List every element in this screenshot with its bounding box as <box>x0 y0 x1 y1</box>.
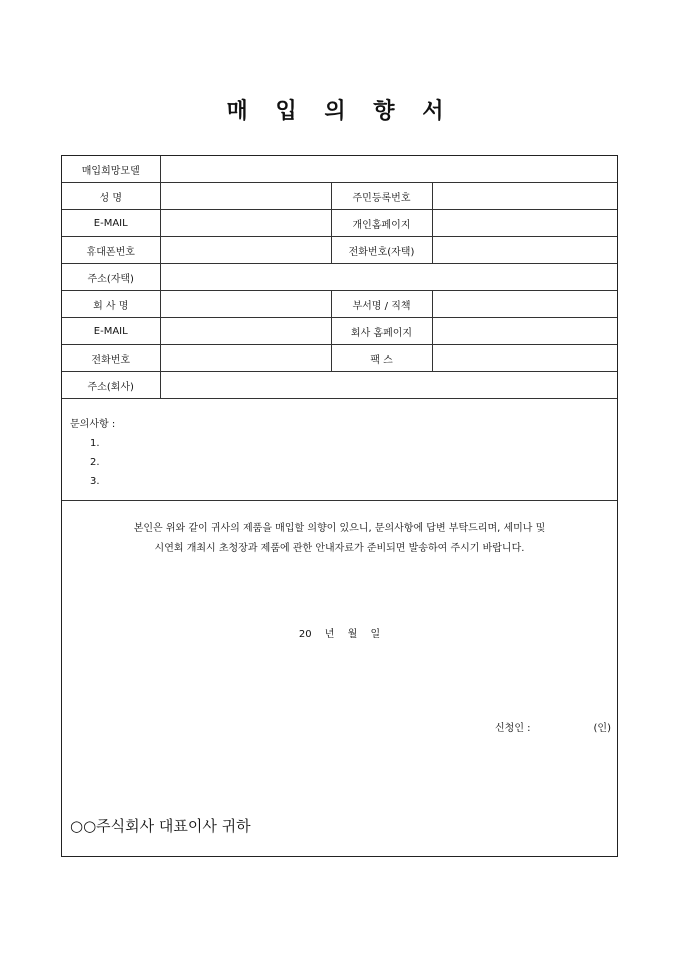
table-row <box>62 345 617 372</box>
table-row <box>62 264 617 291</box>
company-email-input[interactable] <box>160 318 331 345</box>
field-label: 회 사 명 <box>62 291 160 318</box>
table-row <box>62 318 617 345</box>
table-row <box>62 291 617 318</box>
desired-model-input[interactable] <box>160 156 617 183</box>
personal-homepage-input[interactable] <box>432 210 617 237</box>
email-input[interactable] <box>160 210 331 237</box>
field-label: 주민등록번호 <box>331 183 432 210</box>
company-homepage-input[interactable] <box>432 318 617 345</box>
inquiry-item-2: 2. <box>90 457 100 468</box>
table-row <box>62 372 617 399</box>
applicant-info-table <box>62 156 617 399</box>
field-label: E-MAIL <box>62 210 160 237</box>
field-label: 부서명 / 직책 <box>331 291 432 318</box>
field-label: 전화번호(자택) <box>331 237 432 264</box>
fax-input[interactable] <box>432 345 617 372</box>
name-input[interactable] <box>160 183 331 210</box>
field-label: 팩 스 <box>331 345 432 372</box>
declaration-section <box>62 501 617 851</box>
field-label: 주소(회사) <box>62 372 160 399</box>
field-label: 성 명 <box>62 183 160 210</box>
table-row <box>62 183 617 210</box>
company-name-input[interactable] <box>160 291 331 318</box>
mobile-input[interactable] <box>160 237 331 264</box>
notice-line-2: 시연회 개최시 초청장과 제품에 관한 안내자료가 준비되면 발송하여 주시기 바랍니다. <box>154 543 525 554</box>
document-title: 매 입 의 향 서 <box>226 99 454 124</box>
company-phone-input[interactable] <box>160 345 331 372</box>
notice-text <box>72 519 607 559</box>
addressee: ○○주식회사 대표이사 귀하 <box>70 817 251 835</box>
home-phone-input[interactable] <box>432 237 617 264</box>
field-label: 휴대폰번호 <box>62 237 160 264</box>
inquiry-label: 문의사항 : <box>70 419 116 430</box>
home-address-input[interactable] <box>160 264 617 291</box>
field-label: 매입희망모델 <box>62 156 160 183</box>
field-label: 전화번호 <box>62 345 160 372</box>
seal-mark: (인) <box>593 723 611 734</box>
field-label: 개인홈페이지 <box>331 210 432 237</box>
inquiry-section[interactable] <box>62 399 617 501</box>
table-row <box>62 237 617 264</box>
department-position-input[interactable] <box>432 291 617 318</box>
company-address-input[interactable] <box>160 372 617 399</box>
table-row <box>62 156 617 183</box>
inquiry-item-3: 3. <box>90 476 100 487</box>
inquiry-item-1: 1. <box>90 438 100 449</box>
notice-line-1: 본인은 위와 같이 귀사의 제품을 매입할 의향이 있으니, 문의사항에 답변 부탁드리며, 세미나 및 <box>133 523 546 534</box>
resident-number-input[interactable] <box>432 183 617 210</box>
field-label: E-MAIL <box>62 318 160 345</box>
table-row <box>62 210 617 237</box>
field-label: 회사 홈페이지 <box>331 318 432 345</box>
signer-label: 신청인 : <box>495 723 531 734</box>
date-line: 20 년 월 일 <box>298 629 381 640</box>
application-form <box>61 155 618 857</box>
field-label: 주소(자택) <box>62 264 160 291</box>
